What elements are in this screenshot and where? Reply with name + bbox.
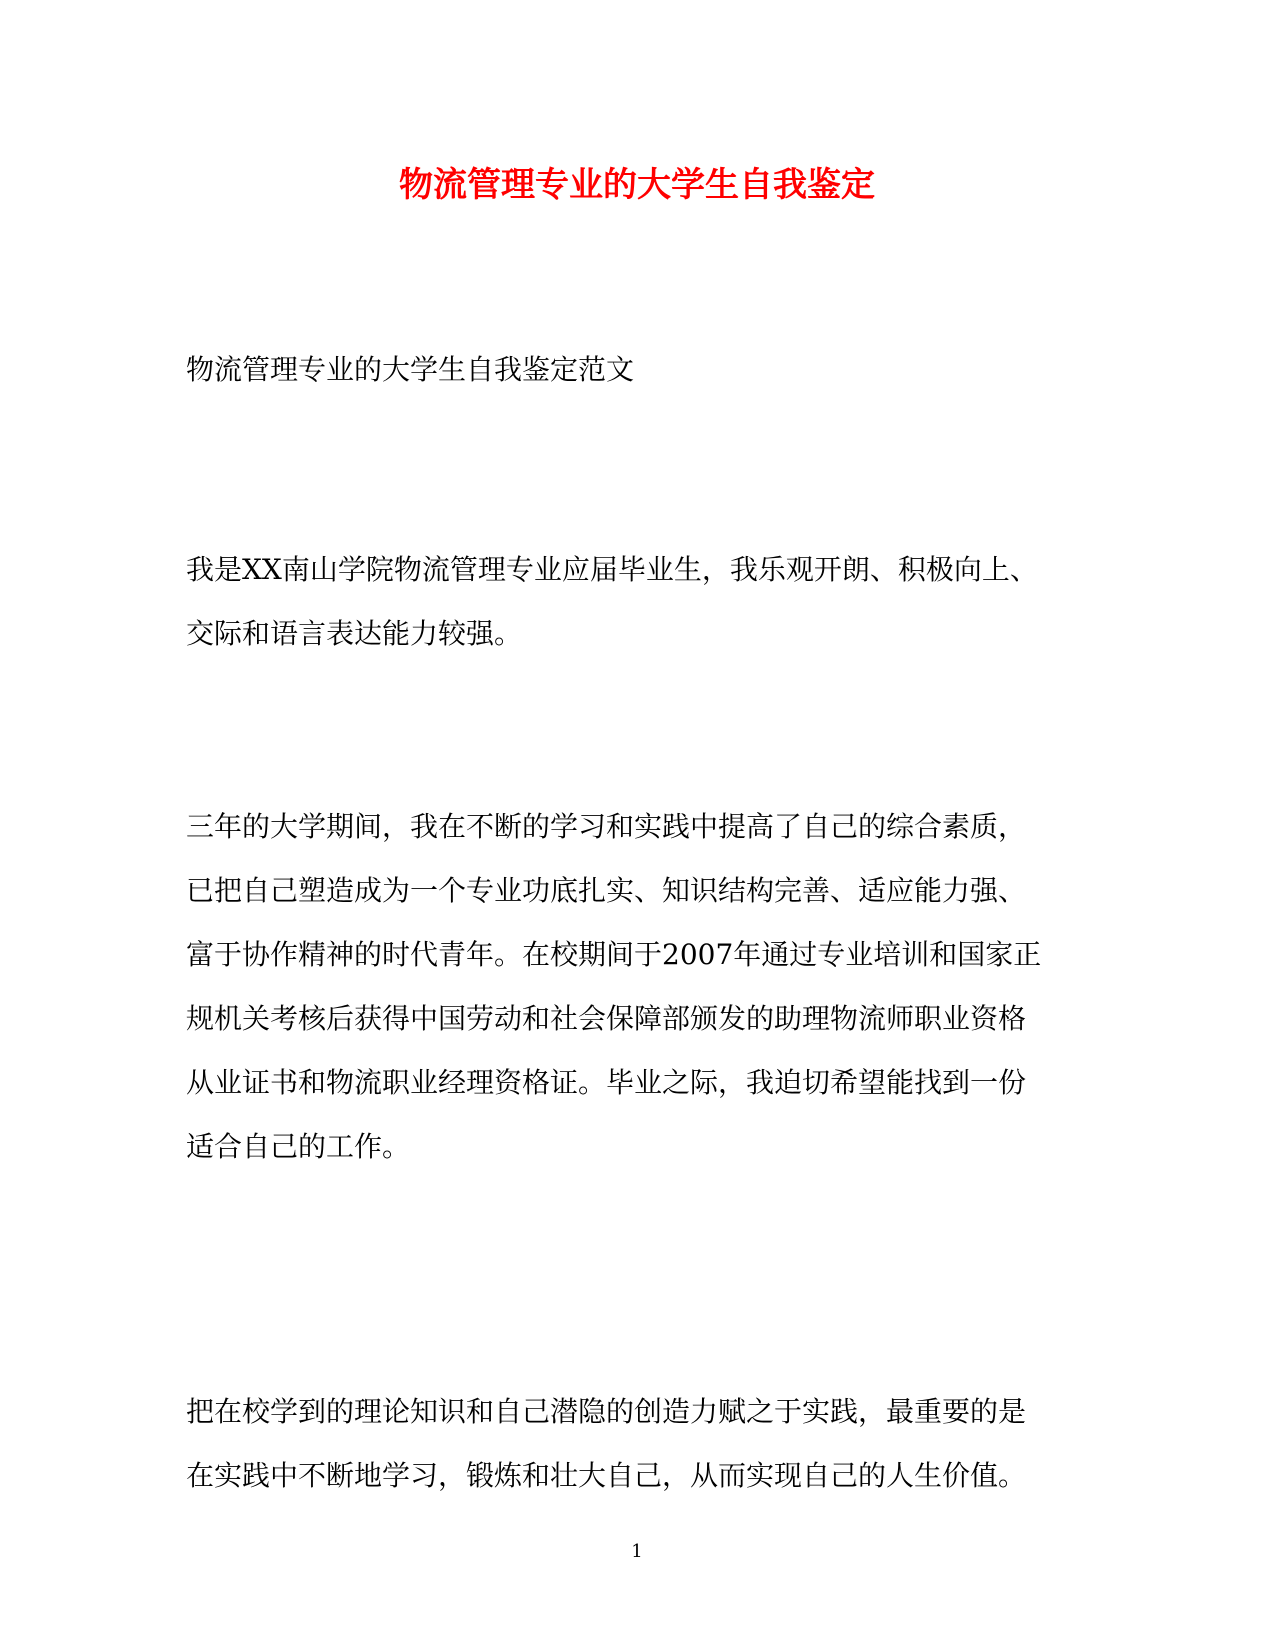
document-title: 物流管理专业的大学生自我鉴定 xyxy=(399,165,875,205)
paragraph-university-experience: 三年的大学期间，我在不断的学习和实践中提高了自己的综合素质， 已把自己塑造成为一个专业功底扎实、知识结构完善、适应能力强、 富于协作精神的时代青年。在校期间于2007年通过专业培训和国家正 规机关考核后获得中国劳动和社会保障部颁发的助理物流师职业资格 从业证书和物流职业经理资格证。毕业之际，我迫切希望能找到一份 适合自己的工作。 xyxy=(186,810,1042,1163)
paragraph-introduction: 我是XX南山学院物流管理专业应届毕业生，我乐观开朗、积极向上、 交际和语言表达能力较强。 xyxy=(186,553,1038,650)
paragraph-practice: 把在校学到的理论知识和自己潜隐的创造力赋之于实践，最重要的是 在实践中不断地学习，锻炼和壮大自己，从而实现自己的人生价值。 xyxy=(186,1395,1027,1492)
page-number: 1 xyxy=(631,1541,643,1562)
document-subtitle: 物流管理专业的大学生自我鉴定范文 xyxy=(186,353,635,386)
